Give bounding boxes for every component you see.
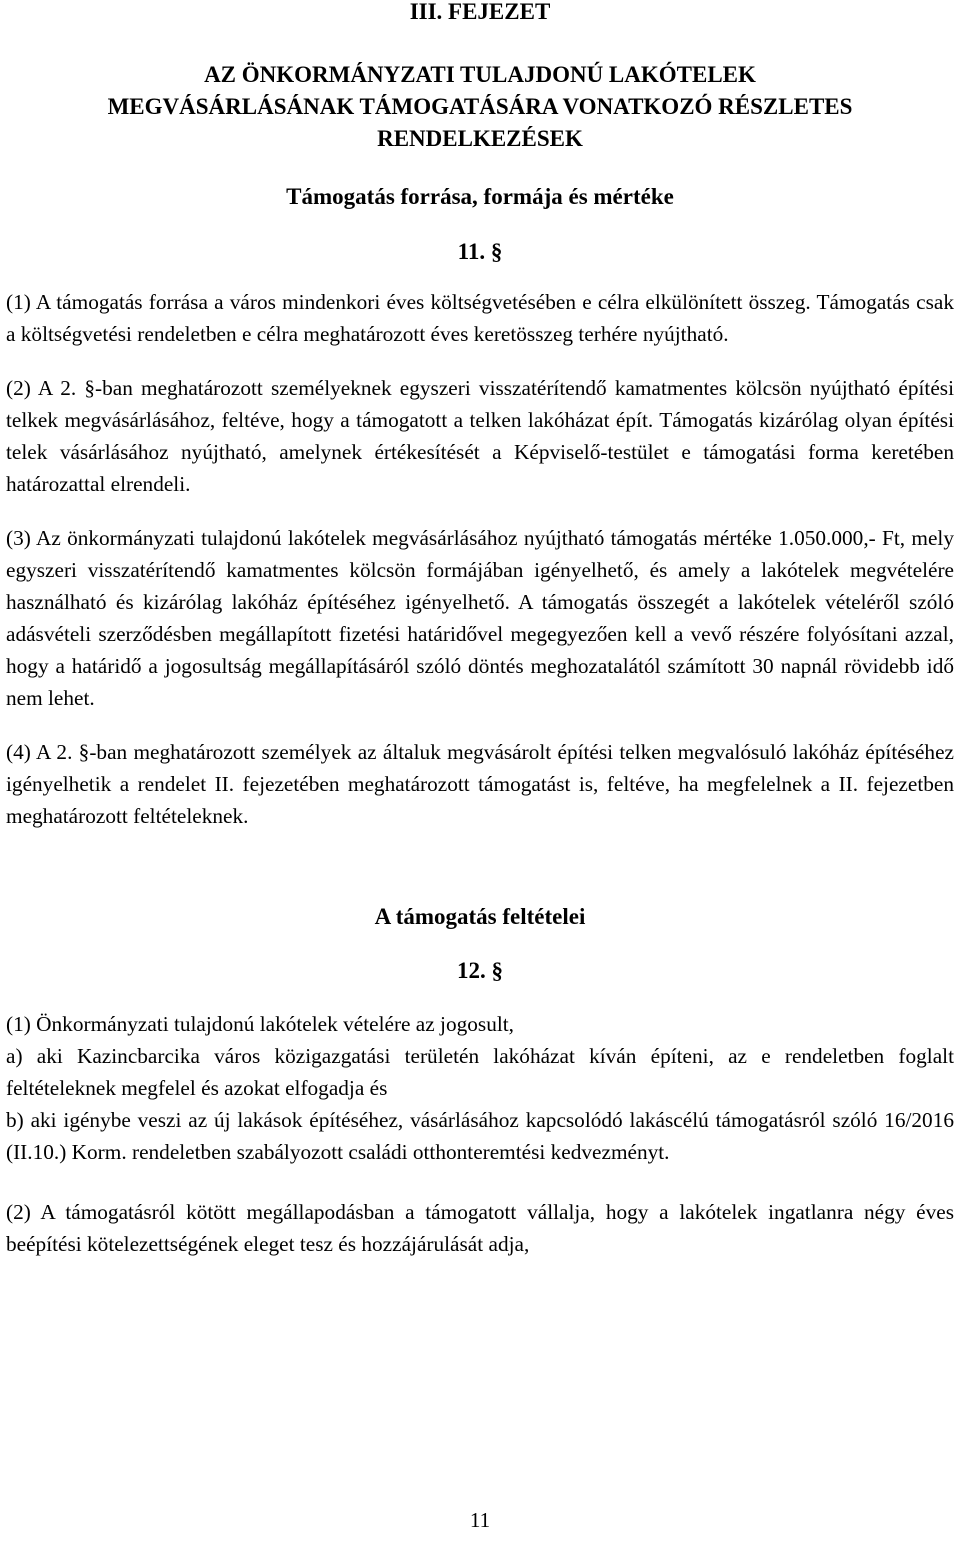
chapter-title-line: RENDELKEZÉSEK xyxy=(377,126,583,151)
paragraph: (3) Az önkormányzati tulajdonú lakótelek megvásárlásához nyújtható támogatás mértéke 1.050.000,- Ft, mely egyszeri visszatérítendő kamatmentes kölcsön formájában igényelhető, és amely a lakótelek megvételére használható és kizárólag lakóház építéséhez igényelhető. A támogatás összegét a lakótelek vételéről szóló adásvételi szerződésben megállapított fizetési határidővel megegyezően kell a vevő részére folyósítani azzal, hogy a határidő a jogosultság megállapításáról szóló döntés meghozatalától számított 30 napnál rövidebb idő nem lehet. xyxy=(6,526,954,710)
paragraph: (4) A 2. §-ban meghatározott személyek az általuk megvásárolt építési telken megvalósuló lakóház építéséhez igényelhetik a rendelet II. fejezetében meghatározott támogatást is, feltéve, ha megfelelnek a II. fejezetben meghatározott feltételeknek. xyxy=(6,740,954,828)
section-number: 12. § xyxy=(457,958,503,983)
paragraph: (2) A támogatásról kötött megállapodásban a támogatott vállalja, hogy a lakótelek ingatlanra négy éves beépítési kötelezettségének eleget tesz és hozzájárulását adja, xyxy=(6,1200,954,1256)
chapter-title xyxy=(6,59,954,155)
section-number: 11. § xyxy=(457,239,503,264)
chapter-title-line: AZ ÖNKORMÁNYZATI TULAJDONÚ LAKÓTELEK xyxy=(204,62,756,87)
section-heading: Támogatás forrása, formája és mértéke xyxy=(286,184,674,209)
chapter-heading: III. FEJEZET xyxy=(409,0,551,24)
section-heading: A támogatás feltételei xyxy=(374,904,586,929)
list-item: a) aki Kazincbarcika város közigazgatási területén lakóházat kíván építeni, az e rendeletben foglalt feltételeknek megfelel és azokat elfogadja és xyxy=(6,1044,954,1100)
paragraph: (2) A 2. §-ban meghatározott személyeknek egyszeri visszatérítendő kamatmentes kölcsön nyújtható építési telkek megvásárlásához, feltéve, hogy a támogatott a telken lakóházat épít. Támogatás kizárólag olyan építési telek vásárlásához nyújtható, amelynek értékesítését a Képviselő-testület e támogatási forma keretében határozattal elrendeli. xyxy=(6,376,954,496)
list-item: b) aki igénybe veszi az új lakások építéséhez, vásárlásához kapcsolódó lakáscélú támogatásról szóló 16/2016 (II.10.) Korm. rendeletben szabályozott családi otthonteremtési kedvezményt. xyxy=(6,1108,954,1164)
document-page xyxy=(6,0,954,1550)
page-number: 11 xyxy=(469,1508,491,1532)
chapter-title-line: MEGVÁSÁRLÁSÁNAK TÁMOGATÁSÁRA VONATKOZÓ RÉSZLETES xyxy=(107,94,853,119)
paragraph: (1) Önkormányzati tulajdonú lakótelek vételére az jogosult, xyxy=(6,1012,514,1036)
paragraph: (1) A támogatás forrása a város mindenkori éves költségvetésében e célra elkülönített összeg. Támogatás csak a költségvetési rendeletben e célra meghatározott éves keretösszeg terhére nyújtható. xyxy=(6,290,954,346)
